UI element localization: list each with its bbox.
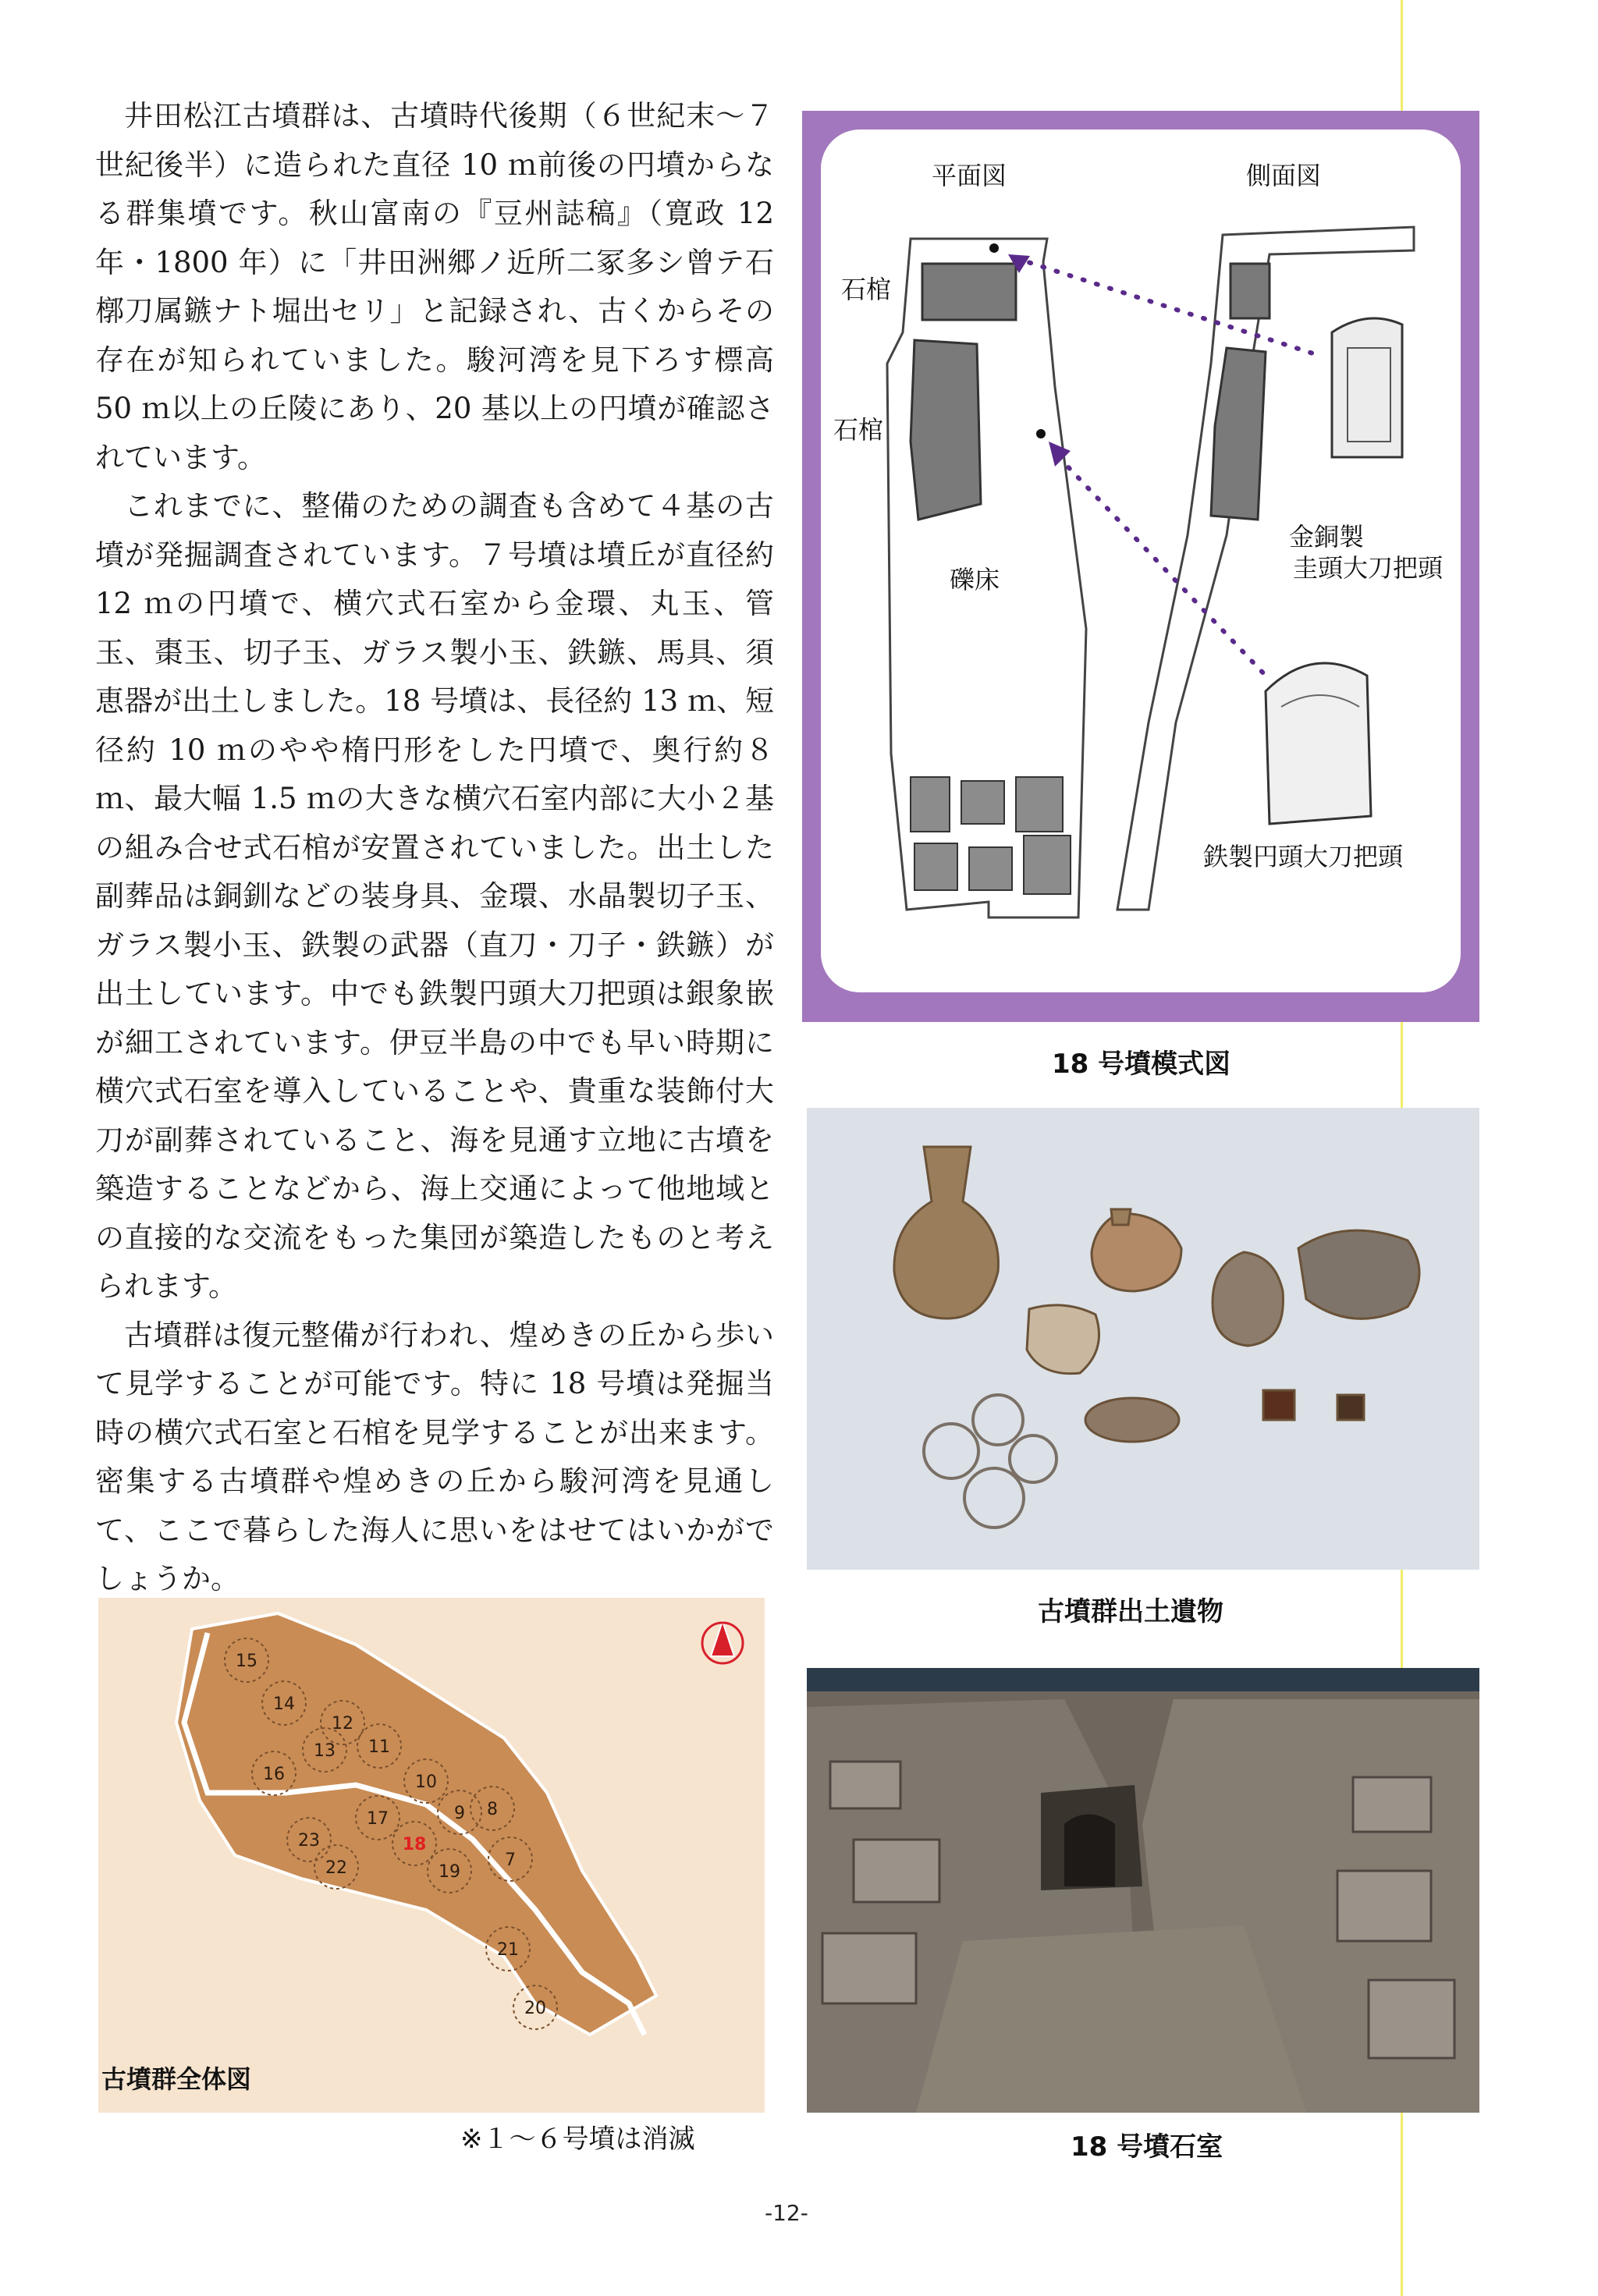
label-iron-pommel: 鉄製円頭大刀把頭 <box>1203 842 1404 871</box>
chamber-caption: 18 号墳石室 <box>1071 2131 1223 2163</box>
mound-number: 21 <box>497 1940 519 1960</box>
mound-number: 14 <box>273 1694 295 1714</box>
artifacts-photo <box>807 1108 1479 1570</box>
mound-number: 16 <box>263 1765 285 1784</box>
gilt-pommel-drawing <box>1332 318 1402 457</box>
map-drawing <box>98 1598 765 2113</box>
page-number: -12- <box>765 2200 808 2226</box>
label-gilt-1: 金銅製 <box>1289 522 1365 552</box>
label-coffin-2: 石棺 <box>833 415 884 445</box>
diagram-caption: 18 号墳模式図 <box>1052 1049 1231 1080</box>
mound-number: 7 <box>505 1851 516 1870</box>
stone-chamber-photo <box>807 1668 1479 2113</box>
mound-number: 10 <box>415 1773 437 1792</box>
side-coffin-1 <box>1230 264 1270 318</box>
map-title: 古墳群全体図 <box>101 2064 252 2094</box>
mound-number: 18 <box>402 1835 427 1854</box>
label-coffin-1: 石棺 <box>841 275 892 304</box>
stone-chamber-illustration <box>807 1668 1479 2113</box>
iron-pommel-drawing <box>1266 663 1371 824</box>
label-gravel-floor: 礫床 <box>950 565 1000 594</box>
paragraph-excavation: これまでに、整備のための調査も含めて４基の古墳が発掘調査されています。７号墳は墳丘が直径約 12 ｍの円墳で、横穴式石室から金環、丸玉、管玉、棗玉、切子玉、ガラス製小玉、鉄鏃、馬具、須恵器が出土しました。18 号墳は、長径約 13 ｍ、短径約 10 ｍのやや楕円形をした円墳で、奥行約８ｍ、最大幅 1.5 ｍの大きな横穴石室内部に大小２基の組み合せ式石棺が安置されていました。出土した副葬品は銅釧などの装身具、金環、水晶製切子玉、ガラス製小玉、鉄製の武器（直刀・刀子・鉄鏃）が出土しています。中でも鉄製円頭大刀把頭は銀象嵌が細工されています。伊豆半島の中でも早い時期に横穴式石室を導入していることや、貴重な装飾付大刀が副葬されていること、海を見通す立地に古墳を築造することなどから、海上交通によって他地域との直接的な交流をもった集団が築造したものと考えられます。 <box>95 489 774 1303</box>
artifacts-illustration <box>807 1108 1479 1570</box>
mound-number: 12 <box>332 1714 353 1734</box>
mound-number: 15 <box>236 1652 257 1671</box>
mound-number: 13 <box>314 1741 336 1761</box>
artifacts-caption: 古墳群出土遺物 <box>1038 1596 1223 1627</box>
mound-number: 9 <box>454 1804 465 1823</box>
tomb-group-map <box>98 1598 765 2113</box>
mound-number: 20 <box>524 1999 546 2018</box>
label-plan-view: 平面図 <box>932 161 1007 190</box>
connector-gilt <box>1016 258 1320 356</box>
mound-number: 8 <box>487 1800 498 1819</box>
label-side-view: 側面図 <box>1246 161 1322 190</box>
mound-number: 19 <box>439 1862 460 1882</box>
body-text <box>95 92 774 1604</box>
side-coffin-2 <box>1211 348 1266 520</box>
label-gilt-2: 圭頭大刀把頭 <box>1293 553 1444 583</box>
plan-coffin-1 <box>922 264 1016 320</box>
mound-number: 23 <box>298 1831 320 1851</box>
tomb-18-diagram <box>821 130 1461 992</box>
mound-number: 11 <box>368 1737 390 1757</box>
north-arrow-icon <box>711 1621 734 1656</box>
mound-number: 17 <box>367 1809 389 1829</box>
paragraph-intro: 井田松江古墳群は、古墳時代後期（６世紀末〜７世紀後半）に造られた直径 10 ｍ前後の円墳からなる群集墳です。秋山富南の『豆州誌稿』（寛政 12 年・1800 年）に「井田洲郷ノ近所二冢多シ曾テ石槨刀属鏃ナト堀出セリ」と記録され、古くからその存在が知られていました。駿河湾を見下ろす標高 50 ｍ以上の丘陵にあり、20 基以上の円墳が確認されています。 <box>95 99 774 474</box>
plan-stones <box>911 777 1071 894</box>
plan-coffin-2 <box>911 340 981 520</box>
paragraph-visit: 古墳群は復元整備が行われ、煌めきの丘から歩いて見学することが可能です。特に 18 号墳は発掘当時の横穴式石室と石棺を見学することが出来ます。密集する古墳群や煌めきの丘から駿河湾を見通して、ここで暮らした海人に思いをはせてはいかがでしょうか。 <box>95 1318 774 1595</box>
mound-number: 22 <box>325 1858 347 1878</box>
map-note: ※１〜６号墳は消滅 <box>460 2124 695 2155</box>
